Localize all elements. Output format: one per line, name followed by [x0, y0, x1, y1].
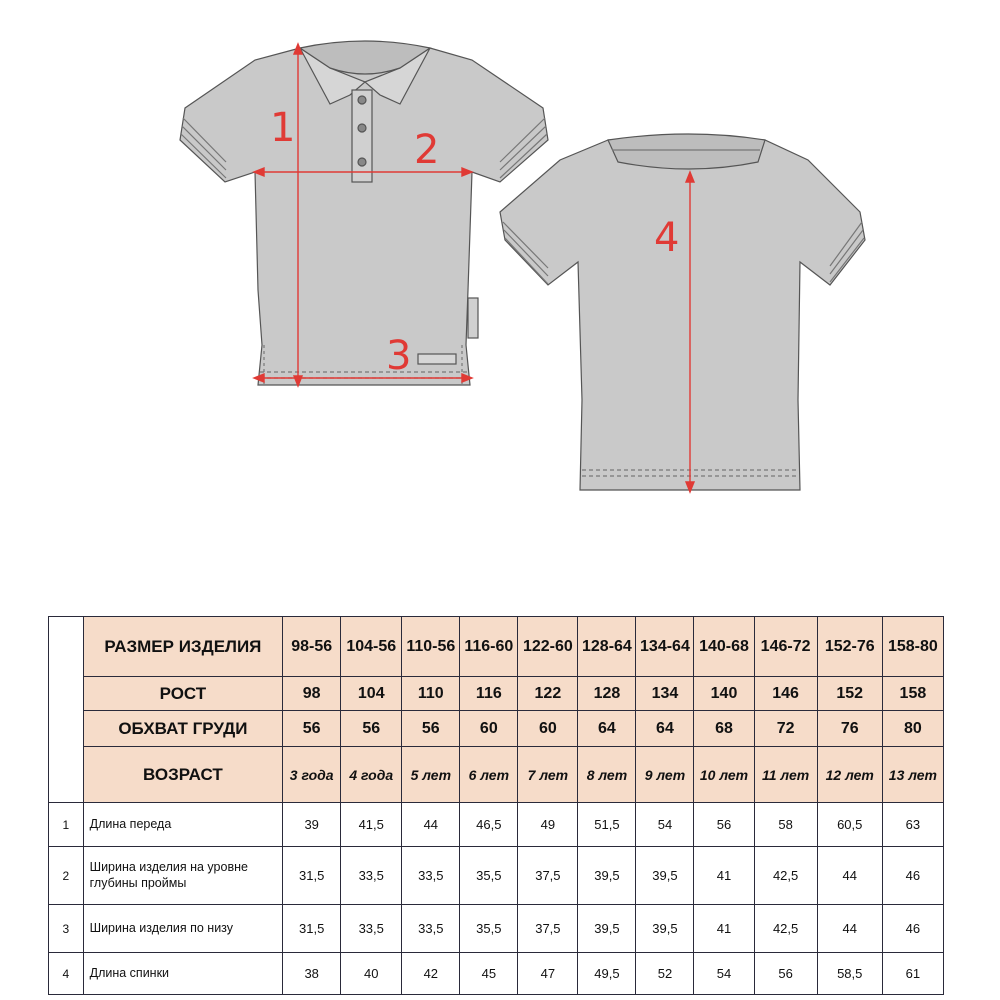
- table-cell: 39,5: [636, 847, 694, 905]
- measure-marker-2: 2: [414, 127, 440, 173]
- table-cell: 33,5: [341, 905, 402, 953]
- header-cell: 60: [518, 711, 578, 747]
- header-cell: 56: [283, 711, 341, 747]
- table-cell: 56: [754, 953, 817, 995]
- header-cell: 146: [754, 677, 817, 711]
- header-label: ОБХВАТ ГРУДИ: [83, 711, 283, 747]
- header-cell: 98-56: [283, 617, 341, 677]
- header-cell: 110: [402, 677, 460, 711]
- table-cell: 51,5: [578, 803, 636, 847]
- header-cell: 128-64: [578, 617, 636, 677]
- header-cell: 140: [694, 677, 754, 711]
- table-cell: 42: [402, 953, 460, 995]
- table-cell: 56: [694, 803, 754, 847]
- table-cell: 46: [882, 847, 943, 905]
- row-label: Длина переда: [83, 803, 283, 847]
- header-cell: 3 года: [283, 747, 341, 803]
- table-cell: 44: [402, 803, 460, 847]
- header-cell: 146-72: [754, 617, 817, 677]
- table-cell: 37,5: [518, 905, 578, 953]
- header-cell: 6 лет: [460, 747, 518, 803]
- header-cell: 152-76: [817, 617, 882, 677]
- header-row-age: [49, 747, 944, 803]
- measure-marker-4: 4: [654, 215, 680, 261]
- table-cell: 38: [283, 953, 341, 995]
- header-cell: 98: [283, 677, 341, 711]
- table-cell: 46,5: [460, 803, 518, 847]
- table-cell: 60,5: [817, 803, 882, 847]
- table-cell: 61: [882, 953, 943, 995]
- table-cell: 40: [341, 953, 402, 995]
- size-chart-table: [48, 616, 944, 995]
- table-cell: 33,5: [402, 905, 460, 953]
- row-number: 2: [49, 847, 84, 905]
- table-cell: 35,5: [460, 905, 518, 953]
- table-cell: 44: [817, 847, 882, 905]
- header-cell: 104-56: [341, 617, 402, 677]
- header-cell: 5 лет: [402, 747, 460, 803]
- header-cell: 134-64: [636, 617, 694, 677]
- table-cell: 39,5: [578, 905, 636, 953]
- header-row-chest: [49, 711, 944, 747]
- row-label: Ширина изделия по низу: [83, 905, 283, 953]
- header-row-height: [49, 677, 944, 711]
- header-cell: 128: [578, 677, 636, 711]
- header-label: РОСТ: [83, 677, 283, 711]
- table-cell: 41,5: [341, 803, 402, 847]
- measure-row: [49, 905, 944, 953]
- header-cell: 116: [460, 677, 518, 711]
- header-cell: 122-60: [518, 617, 578, 677]
- header-cell: 110-56: [402, 617, 460, 677]
- table-cell: 39: [283, 803, 341, 847]
- table-cell: 41: [694, 847, 754, 905]
- table-cell: 31,5: [283, 847, 341, 905]
- header-cell: 13 лет: [882, 747, 943, 803]
- row-number: 4: [49, 953, 84, 995]
- table-cell: 42,5: [754, 905, 817, 953]
- row-label: Длина спинки: [83, 953, 283, 995]
- row-number: 1: [49, 803, 84, 847]
- table-cell: 58,5: [817, 953, 882, 995]
- header-cell: 80: [882, 711, 943, 747]
- table-cell: 33,5: [341, 847, 402, 905]
- header-label: РАЗМЕР ИЗДЕЛИЯ: [83, 617, 283, 677]
- header-label: ВОЗРАСТ: [83, 747, 283, 803]
- header-cell: 11 лет: [754, 747, 817, 803]
- header-cell: 9 лет: [636, 747, 694, 803]
- header-cell: 60: [460, 711, 518, 747]
- header-cell: 8 лет: [578, 747, 636, 803]
- table-cell: 63: [882, 803, 943, 847]
- table-cell: 45: [460, 953, 518, 995]
- header-cell: 64: [578, 711, 636, 747]
- header-row-size: [49, 617, 944, 677]
- table-cell: 54: [636, 803, 694, 847]
- table-cell: 54: [694, 953, 754, 995]
- back-view-shirt: [500, 134, 865, 490]
- measure-row: [49, 803, 944, 847]
- table-cell: 47: [518, 953, 578, 995]
- measure-row: [49, 953, 944, 995]
- table-cell: 49,5: [578, 953, 636, 995]
- table-cell: 49: [518, 803, 578, 847]
- header-cell: 140-68: [694, 617, 754, 677]
- table-cell: 44: [817, 905, 882, 953]
- table-cell: 37,5: [518, 847, 578, 905]
- header-cell: 72: [754, 711, 817, 747]
- table-cell: 31,5: [283, 905, 341, 953]
- table-cell: 42,5: [754, 847, 817, 905]
- table-cell: 52: [636, 953, 694, 995]
- header-cell: 158: [882, 677, 943, 711]
- header-cell: 64: [636, 711, 694, 747]
- measure-marker-3: 3: [386, 333, 412, 379]
- header-cell: 134: [636, 677, 694, 711]
- header-cell: 12 лет: [817, 747, 882, 803]
- header-cell: 68: [694, 711, 754, 747]
- row-number: 3: [49, 905, 84, 953]
- header-cell: 152: [817, 677, 882, 711]
- header-cell: 76: [817, 711, 882, 747]
- header-cell: 4 года: [341, 747, 402, 803]
- table-cell: 39,5: [636, 905, 694, 953]
- corner-cell: [49, 617, 84, 803]
- table-cell: 33,5: [402, 847, 460, 905]
- table-cell: 46: [882, 905, 943, 953]
- measure-row: [49, 847, 944, 905]
- header-cell: 7 лет: [518, 747, 578, 803]
- table-cell: 39,5: [578, 847, 636, 905]
- header-cell: 116-60: [460, 617, 518, 677]
- header-cell: 104: [341, 677, 402, 711]
- header-cell: 56: [402, 711, 460, 747]
- row-label: Ширина изделия на уровне глубины проймы: [83, 847, 283, 905]
- header-cell: 158-80: [882, 617, 943, 677]
- header-cell: 56: [341, 711, 402, 747]
- header-cell: 10 лет: [694, 747, 754, 803]
- header-cell: 122: [518, 677, 578, 711]
- front-view-shirt: [180, 41, 548, 385]
- table-cell: 58: [754, 803, 817, 847]
- measure-marker-1: 1: [270, 105, 296, 151]
- table-cell: 35,5: [460, 847, 518, 905]
- table-cell: 41: [694, 905, 754, 953]
